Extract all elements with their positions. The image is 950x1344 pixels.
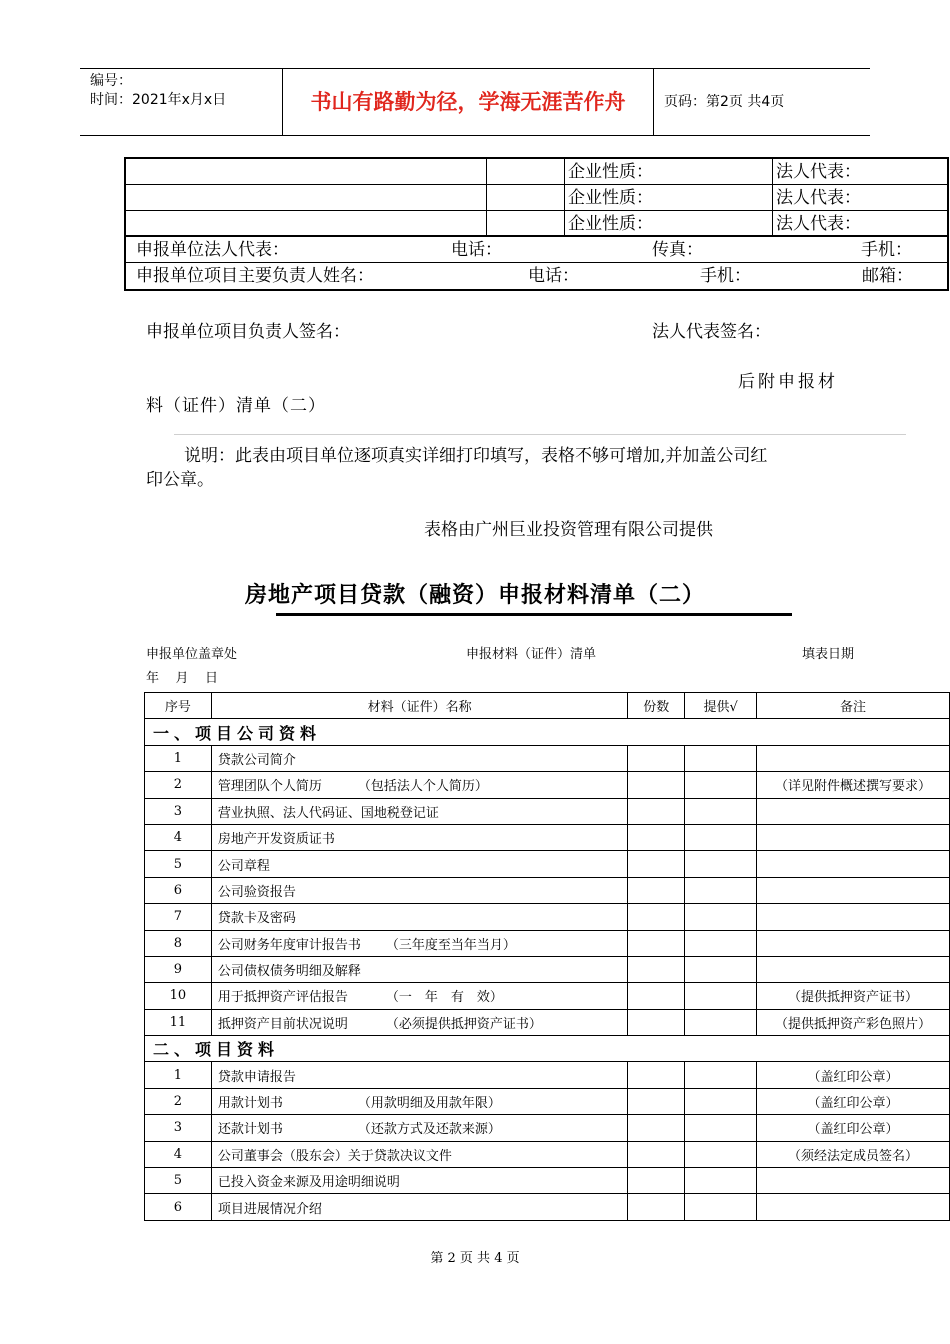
material-note: （用款明细及用款年限） [357, 1096, 501, 1112]
table-row [145, 1088, 950, 1114]
company-row [126, 159, 947, 185]
table-row [145, 772, 950, 798]
table-row [145, 930, 950, 956]
header-motto: 书山有路勤为径，学海无涯苦作舟 [282, 69, 654, 135]
row-number: 11 [145, 1009, 212, 1035]
divider [174, 434, 906, 435]
applicant-fax-label: 传真： [652, 240, 703, 260]
material-name: 公司验资报告 [217, 884, 296, 900]
remarks-cell: （盖红印公章） [757, 1088, 950, 1114]
row-number: 8 [145, 930, 212, 956]
material-name: 用于抵押资产评估报告 [217, 990, 348, 1006]
material-note: （包括法人个人简历） [357, 779, 488, 795]
title-underline [276, 613, 792, 616]
material-name: 已投入资金来源及用途明细说明 [217, 1175, 400, 1191]
copies-cell[interactable] [628, 772, 685, 798]
material-name-cell [211, 745, 628, 771]
table-row [145, 798, 950, 824]
attached-list-line1: 后附申报材 [738, 372, 838, 392]
table-row [145, 1168, 950, 1194]
row-number: 2 [145, 772, 212, 798]
copies-cell[interactable] [628, 1088, 685, 1114]
material-name-cell [211, 1115, 628, 1141]
page-header [80, 68, 870, 136]
remarks-cell [757, 1194, 950, 1220]
table-header-row [145, 693, 950, 719]
copies-cell[interactable] [628, 798, 685, 824]
material-name-cell [211, 1009, 628, 1035]
note-line1: 说明：此表由项目单位逐项真实详细打印填写，表格不够可增加,并加盖公司红 [184, 446, 768, 466]
copies-cell[interactable] [628, 1115, 685, 1141]
row-number: 5 [145, 851, 212, 877]
row-number: 7 [145, 904, 212, 930]
provided-check-cell[interactable] [685, 1141, 757, 1167]
provided-check-cell[interactable] [685, 1194, 757, 1220]
material-name: 公司财务年度审计报告书 [217, 937, 361, 953]
row-number: 6 [145, 877, 212, 903]
row-number: 4 [145, 824, 212, 850]
company-blank-cell[interactable] [486, 211, 564, 237]
provided-check-cell[interactable] [685, 930, 757, 956]
provided-check-cell[interactable] [685, 824, 757, 850]
remarks-cell [757, 745, 950, 771]
header-copies: 份数 [628, 693, 685, 719]
material-name-cell [211, 983, 628, 1009]
manager-contact-row [126, 263, 947, 289]
material-note: （必须提供抵押资产证书） [385, 1016, 542, 1032]
note-line2: 印公章。 [146, 470, 214, 490]
table-row [145, 851, 950, 877]
remarks-cell: （提供抵押资产彩色照片） [757, 1009, 950, 1035]
row-number: 9 [145, 956, 212, 982]
header-name: 材料（证件）名称 [211, 693, 628, 719]
material-name: 营业执照、法人代码证、国地税登记证 [217, 805, 439, 821]
provided-check-cell[interactable] [685, 745, 757, 771]
applicant-mobile-label: 手机： [861, 240, 912, 260]
legal-rep-signature-label: 法人代表签名： [652, 322, 771, 342]
provided-check-cell[interactable] [685, 772, 757, 798]
provided-by-text: 表格由广州巨业投资管理有限公司提供 [424, 520, 713, 540]
table-row [145, 1062, 950, 1088]
material-name-cell [211, 904, 628, 930]
fill-date-label: 填表日期 [802, 647, 855, 662]
applicant-legal-rep-label: 申报单位法人代表： [136, 240, 289, 260]
provided-check-cell[interactable] [685, 1062, 757, 1088]
remarks-cell: （盖红印公章） [757, 1115, 950, 1141]
stamp-area-label: 申报单位盖章处 [146, 647, 238, 662]
remarks-cell [757, 904, 950, 930]
copies-cell[interactable] [628, 877, 685, 903]
copies-cell[interactable] [628, 1141, 685, 1167]
provided-check-cell[interactable] [685, 904, 757, 930]
copies-cell[interactable] [628, 1009, 685, 1035]
material-note: （一 年 有 效） [385, 990, 503, 1006]
copies-cell[interactable] [628, 851, 685, 877]
table-row [145, 745, 950, 771]
remarks-cell: （盖红印公章） [757, 1062, 950, 1088]
row-number: 10 [145, 983, 212, 1009]
material-name-cell [211, 1062, 628, 1088]
material-name: 房地产开发资质证书 [217, 832, 335, 848]
manager-phone-label: 电话： [528, 266, 579, 286]
row-number: 3 [145, 798, 212, 824]
table-row [145, 877, 950, 903]
row-number: 3 [145, 1115, 212, 1141]
company-legal-rep-label: 法人代表： [772, 159, 949, 185]
material-name: 用款计划书 [217, 1096, 283, 1112]
fill-date-format: 年 月 日 [146, 671, 219, 686]
row-number: 5 [145, 1168, 212, 1194]
document-time: 时间：2021年x月x日 [90, 92, 227, 108]
manager-mobile-label: 手机： [700, 266, 751, 286]
remarks-cell: （须经法定成员签名） [757, 1141, 950, 1167]
provided-check-cell[interactable] [685, 851, 757, 877]
provided-check-cell[interactable] [685, 877, 757, 903]
checklist-body [145, 693, 950, 1221]
provided-check-cell[interactable] [685, 1009, 757, 1035]
header-meta [80, 69, 282, 135]
table-row [145, 956, 950, 982]
header-no: 序号 [145, 693, 212, 719]
applicant-info-form [124, 157, 949, 291]
material-name-cell [211, 1141, 628, 1167]
company-nature-label: 企业性质： [564, 211, 772, 237]
section-title: 一、项目公司资料 [145, 719, 950, 745]
manager-name-label: 申报单位项目主要负责人姓名： [136, 266, 374, 286]
materials-checklist-table [144, 692, 950, 1221]
project-lead-signature-label: 申报单位项目负责人签名： [146, 322, 350, 342]
header-page-number: 页码：第2页 共4页 [664, 94, 785, 110]
material-name-cell [211, 956, 628, 982]
company-row [126, 185, 947, 211]
provided-check-cell[interactable] [685, 798, 757, 824]
table-row [145, 904, 950, 930]
row-number: 6 [145, 1194, 212, 1220]
copies-cell[interactable] [628, 1168, 685, 1194]
material-name: 抵押资产目前状况说明 [217, 1016, 348, 1032]
row-number: 1 [145, 1062, 212, 1088]
copies-cell[interactable] [628, 1062, 685, 1088]
table-row [145, 824, 950, 850]
remarks-cell [757, 824, 950, 850]
attached-list-line2: 料（证件）清单（二） [146, 396, 326, 416]
provided-check-cell[interactable] [685, 1088, 757, 1114]
material-note: （还款方式及还款来源） [357, 1122, 501, 1138]
table-row [145, 1115, 950, 1141]
section-row [145, 1036, 950, 1062]
copies-cell[interactable] [628, 904, 685, 930]
remarks-cell [757, 956, 950, 982]
material-name: 贷款申请报告 [217, 1069, 296, 1085]
copies-cell[interactable] [628, 745, 685, 771]
row-number: 2 [145, 1088, 212, 1114]
provided-check-cell[interactable] [685, 1115, 757, 1141]
copies-cell[interactable] [628, 824, 685, 850]
company-legal-rep-label: 法人代表： [772, 185, 949, 211]
material-name-cell [211, 1168, 628, 1194]
copies-cell[interactable] [628, 930, 685, 956]
material-name: 项目进展情况介绍 [217, 1201, 322, 1217]
material-name-cell [211, 930, 628, 956]
material-name: 贷款公司简介 [217, 752, 296, 768]
remarks-cell [757, 798, 950, 824]
material-name-cell [211, 877, 628, 903]
company-blank-cell[interactable] [486, 159, 564, 185]
checklist-title: 房地产项目贷款（融资）申报材料清单（二） [244, 583, 705, 608]
copies-cell[interactable] [628, 956, 685, 982]
remarks-cell [757, 1168, 950, 1194]
material-name-cell [211, 824, 628, 850]
table-row [145, 1141, 950, 1167]
material-name: 公司董事会（股东会）关于贷款决议文件 [217, 1148, 452, 1164]
provided-check-cell[interactable] [685, 1168, 757, 1194]
table-row [145, 1194, 950, 1220]
company-nature-label: 企业性质： [564, 159, 772, 185]
header-provided: 提供√ [685, 693, 757, 719]
material-name: 还款计划书 [217, 1122, 283, 1138]
material-name-cell [211, 1194, 628, 1220]
remarks-cell [757, 851, 950, 877]
material-name-cell [211, 851, 628, 877]
company-row [126, 211, 947, 237]
material-note: （三年度至当年当月） [385, 937, 516, 953]
applicant-phone-label: 电话： [451, 240, 502, 260]
material-name: 贷款卡及密码 [217, 911, 296, 927]
manager-email-label: 邮箱： [862, 266, 913, 286]
document-number: 编号： [90, 73, 132, 89]
applicant-contact-row [126, 237, 947, 263]
material-name: 公司债权债务明细及解释 [217, 964, 361, 980]
page-footer: 第 2 页 共 4 页 [430, 1251, 520, 1266]
material-name-cell [211, 772, 628, 798]
material-name-cell [211, 1088, 628, 1114]
copies-cell[interactable] [628, 1194, 685, 1220]
header-remarks: 备注 [757, 693, 950, 719]
table-row [145, 983, 950, 1009]
remarks-cell [757, 877, 950, 903]
company-nature-label: 企业性质： [564, 185, 772, 211]
company-blank-cell[interactable] [486, 185, 564, 211]
material-name: 公司章程 [217, 858, 270, 874]
row-number: 1 [145, 745, 212, 771]
material-name: 管理团队个人简历 [217, 779, 322, 795]
company-legal-rep-label: 法人代表： [772, 211, 949, 237]
checklist-label: 申报材料（证件）清单 [466, 647, 597, 662]
row-number: 4 [145, 1141, 212, 1167]
material-name-cell [211, 798, 628, 824]
table-row [145, 1009, 950, 1035]
provided-check-cell[interactable] [685, 983, 757, 1009]
section-title: 二、项目资料 [145, 1036, 950, 1062]
remarks-cell: （详见附件概述撰写要求） [757, 772, 950, 798]
section-row [145, 719, 950, 745]
provided-check-cell[interactable] [685, 956, 757, 982]
remarks-cell [757, 930, 950, 956]
copies-cell[interactable] [628, 983, 685, 1009]
remarks-cell: （提供抵押资产证书） [757, 983, 950, 1009]
